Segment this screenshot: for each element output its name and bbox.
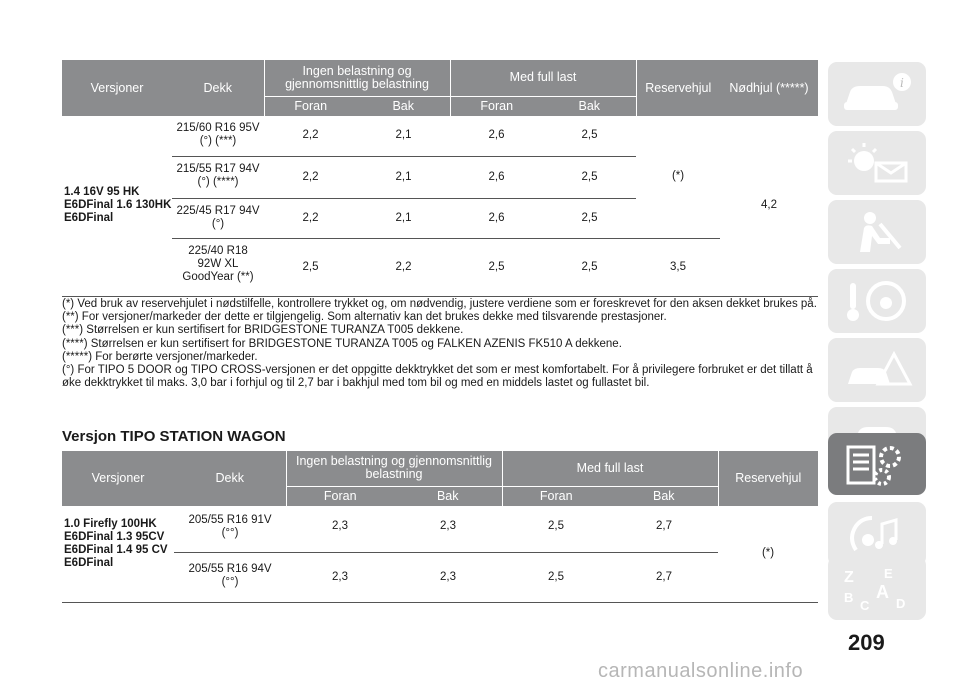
rail-tab-starting-driving[interactable] bbox=[828, 269, 926, 333]
header-dekk: Dekk bbox=[174, 451, 286, 506]
pressure-value: 2,6 bbox=[450, 198, 543, 238]
tyre-size: 205/55 R16 91V (°°) bbox=[174, 506, 286, 552]
index-icon bbox=[840, 564, 914, 612]
pressure-value: 2,6 bbox=[450, 156, 543, 198]
key-steering-icon bbox=[840, 277, 914, 325]
footnote: (*****) For berørte versjoner/markeder. bbox=[62, 350, 258, 363]
page-number: 209 bbox=[848, 630, 885, 655]
footnote: (***) Størrelsen er kun sertifisert for BRIDGESTONE TURANZA T005 dekkene. bbox=[62, 324, 464, 337]
warning-light-icon bbox=[840, 139, 914, 187]
svg-text:C: C bbox=[860, 598, 870, 612]
header-med-full-last: Med full last bbox=[502, 451, 718, 486]
rail-tab-technical-data[interactable] bbox=[828, 433, 926, 495]
pressure-value: 2,5 bbox=[543, 198, 636, 238]
pressure-value: 2,5 bbox=[450, 238, 543, 296]
pressure-value: 2,5 bbox=[502, 552, 610, 602]
pressure-value: 2,5 bbox=[502, 506, 610, 552]
pressure-value: 2,1 bbox=[357, 156, 450, 198]
pressure-value: 2,2 bbox=[264, 156, 357, 198]
pressure-value: 2,1 bbox=[357, 116, 450, 156]
pressure-value: 2,3 bbox=[394, 552, 502, 602]
svg-text:i: i bbox=[900, 76, 904, 90]
header-med-full-last: Med full last bbox=[450, 60, 636, 96]
pressure-value: 2,3 bbox=[286, 552, 394, 602]
svg-text:E: E bbox=[884, 566, 893, 581]
pressure-value: 2,7 bbox=[610, 552, 718, 602]
tyre-size: 205/55 R16 94V (°°) bbox=[174, 552, 286, 602]
pressure-value: 2,2 bbox=[357, 238, 450, 296]
header-versjoner: Versjoner bbox=[62, 451, 174, 506]
header-bak: Bak bbox=[543, 96, 636, 116]
pressure-value: 2,6 bbox=[450, 116, 543, 156]
footnotes bbox=[62, 298, 818, 390]
pressure-value: 2,7 bbox=[610, 506, 718, 552]
pressure-value: 2,5 bbox=[543, 116, 636, 156]
version-cell: 1.0 Firefly 100HK E6DFinal 1.3 95CV E6DFinal 1.4 95 CV E6DFinal bbox=[62, 506, 174, 602]
header-nodhjul: Nødhjul (*****) bbox=[720, 60, 818, 116]
pressure-value: 2,5 bbox=[264, 238, 357, 296]
pressure-value: 2,2 bbox=[264, 198, 357, 238]
footnote: (*) Ved bruk av reservehjulet i nødstilfelle, kontrollere trykket og, om nødvendig, justere verdiene som er foreskrevet for den aksen dekket brukes på. bbox=[62, 298, 817, 310]
rail-tab-car-info[interactable] bbox=[828, 62, 926, 126]
pressure-value: 2,5 bbox=[543, 238, 636, 296]
reserve-value: (*) bbox=[636, 116, 720, 238]
multimedia-icon bbox=[840, 510, 914, 558]
pressure-value: 2,3 bbox=[286, 506, 394, 552]
header-foran: Foran bbox=[450, 96, 543, 116]
rail-tab-warning-lights[interactable] bbox=[828, 131, 926, 195]
section-title: Versjon TIPO STATION WAGON bbox=[62, 428, 286, 445]
header-bak: Bak bbox=[610, 486, 718, 506]
car-info-icon bbox=[840, 70, 914, 118]
tyre-size: 215/55 R17 94V (°) (****) bbox=[172, 156, 264, 198]
breakdown-icon bbox=[840, 346, 914, 394]
header-versjoner: Versjoner bbox=[62, 60, 172, 116]
rail-tab-emergency[interactable] bbox=[828, 338, 926, 402]
reserve-value: 3,5 bbox=[636, 238, 720, 296]
header-foran: Foran bbox=[264, 96, 357, 116]
header-bak: Bak bbox=[394, 486, 502, 506]
pressure-value: 2,1 bbox=[357, 198, 450, 238]
footnote: (**) For versjoner/markeder der dette er tilgjengelig. Som alternativ kan det brukes dekke med tilsvarende prestasjoner. bbox=[62, 311, 667, 324]
tyre-pressure-table-1 bbox=[62, 60, 818, 297]
header-reservehjul: Reservehjul bbox=[636, 60, 720, 116]
footnote: (****) Størrelsen er kun sertifisert for BRIDGESTONE TURANZA T005 og FALKEN AZENIS FK510 A dekkene. bbox=[62, 337, 622, 350]
rail-tab-index[interactable] bbox=[828, 556, 926, 620]
version-cell: 1.4 16V 95 HK E6DFinal 1.6 130HK E6DFinal bbox=[62, 116, 172, 296]
header-bak: Bak bbox=[357, 96, 450, 116]
header-foran: Foran bbox=[286, 486, 394, 506]
svg-text:D: D bbox=[896, 596, 906, 611]
header-dekk: Dekk bbox=[172, 60, 264, 116]
tyre-size: 225/45 R17 94V (°) bbox=[172, 198, 264, 238]
tyre-pressure-table-2 bbox=[62, 451, 818, 603]
header-foran: Foran bbox=[502, 486, 610, 506]
svg-text:Z: Z bbox=[844, 569, 854, 586]
airbag-seat-icon bbox=[840, 208, 914, 256]
svg-text:A: A bbox=[876, 582, 889, 602]
pressure-value: 2,3 bbox=[394, 506, 502, 552]
reserve-value: (*) bbox=[718, 506, 818, 602]
header-ingen-belastning: Ingen belastning og gjennomsnittlig belastning bbox=[286, 451, 502, 486]
nodhjul-value: 4,2 bbox=[720, 116, 818, 296]
tyre-size: 225/40 R18 92W XL GoodYear (**) bbox=[172, 238, 264, 296]
pressure-value: 2,5 bbox=[543, 156, 636, 198]
footnote: (°) For TIPO 5 DOOR og TIPO CROSS-versjonen er det oppgitte dekktrykket det som er mest komfortabelt. For å privilegere forbruket er det tillatt å øke dekktrykket til maks. 3,0 bar i forhjul og til 2,7 bar i bakhjul med tom bil og med en middels lastet og fullastet bil. bbox=[62, 364, 813, 390]
tyre-size: 215/60 R16 95V (°) (***) bbox=[172, 116, 264, 156]
header-ingen-belastning: Ingen belastning og gjennomsnittlig belastning bbox=[264, 60, 450, 96]
watermark: carmanualsonline.info bbox=[598, 660, 804, 682]
rail-tab-safety[interactable] bbox=[828, 200, 926, 264]
header-reservehjul: Reservehjul bbox=[718, 451, 818, 506]
svg-text:B: B bbox=[844, 590, 854, 605]
technical-data-icon bbox=[840, 441, 914, 489]
pressure-value: 2,2 bbox=[264, 116, 357, 156]
